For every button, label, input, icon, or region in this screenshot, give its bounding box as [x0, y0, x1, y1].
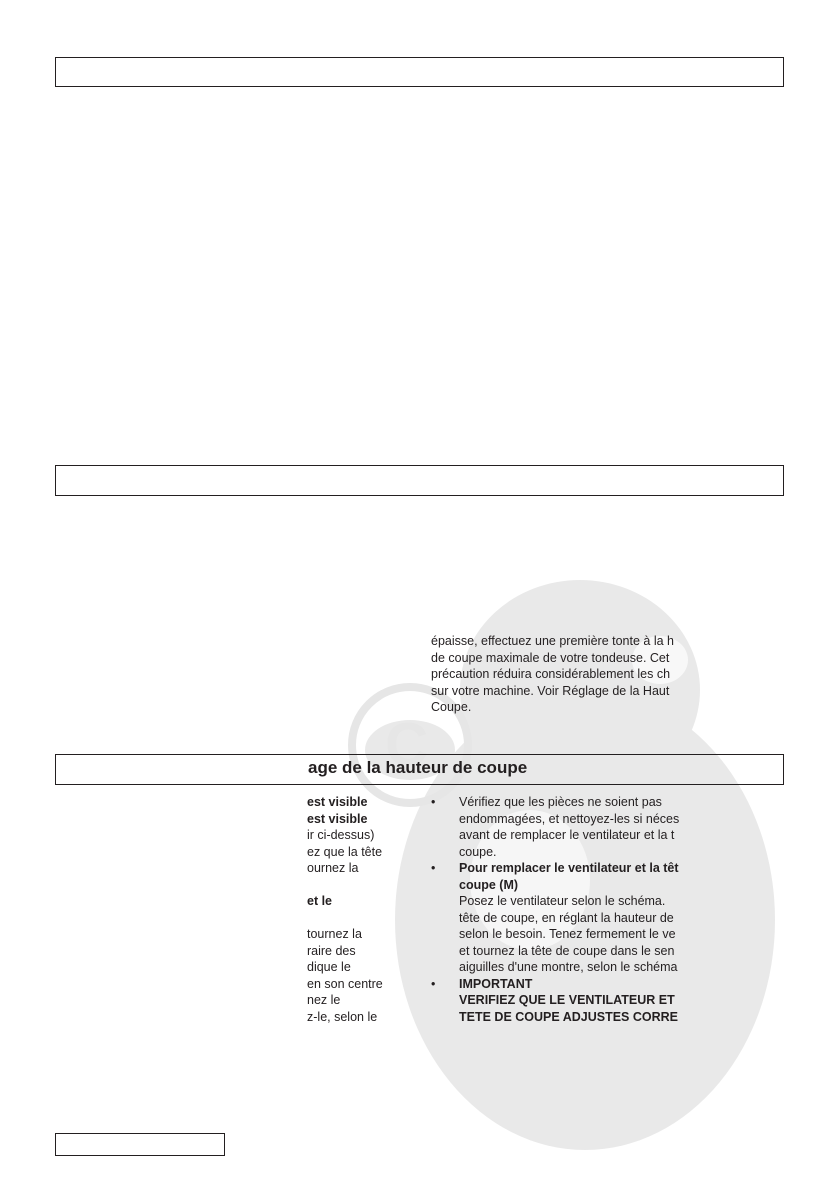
bullet-title-line: VERIFIEZ QUE LE VENTILATEUR ET — [459, 993, 675, 1007]
section-header-box-1 — [55, 57, 784, 87]
right-column-bullets — [431, 794, 679, 1025]
section-heading-cutting-height: age de la hauteur de coupe — [308, 758, 528, 777]
bullet-title-line: coupe (M) — [459, 877, 519, 892]
left-fragment-line — [307, 877, 383, 894]
bullet-item-replace-fan — [431, 860, 679, 976]
left-fragment-line: est visible — [307, 795, 368, 809]
bullet-line: et tournez la tête de coupe dans le sen — [459, 943, 675, 958]
left-column-fragments — [307, 794, 383, 1025]
left-fragment-line: ez que la tête — [307, 844, 383, 859]
paragraph-line: épaisse, effectuez une première tonte à la h — [431, 634, 674, 648]
bullet-line: aiguilles d'une montre, selon le schéma — [459, 960, 678, 974]
bullet-line: Posez le ventilateur selon le schéma. — [459, 894, 666, 908]
left-fragment-line: est visible — [307, 811, 368, 826]
footer-box — [55, 1133, 225, 1156]
left-fragment-line — [307, 910, 383, 927]
paragraph-line: précaution réduira considérablement les ch — [431, 667, 671, 681]
bullet-title-line: TETE DE COUPE ADJUSTES CORRE — [459, 1009, 679, 1024]
left-fragment-line: raire des — [307, 943, 356, 958]
bullet-line: endommagées, et nettoyez-les si néces — [459, 811, 680, 826]
bullet-icon: • — [431, 795, 436, 809]
left-fragment-line: dique le — [307, 960, 351, 974]
left-fragment-line: z-le, selon le — [307, 1009, 378, 1024]
left-fragment-line: ournez la — [307, 861, 359, 875]
left-fragment-line: en son centre — [307, 976, 383, 991]
bullet-line: selon le besoin. Tenez fermement le ve — [459, 927, 676, 941]
paragraph-line: de coupe maximale de votre tondeuse. Cet — [431, 650, 670, 665]
bullet-line: coupe. — [459, 844, 497, 859]
bullet-line: tête de coupe, en réglant la hauteur de — [459, 910, 674, 925]
left-fragment-line: et le — [307, 894, 333, 908]
svg-text:C: C — [385, 711, 429, 778]
section-header-box-2 — [55, 465, 784, 496]
paragraph-line: sur votre machine. Voir Réglage de la Haut — [431, 683, 670, 698]
bullet-item-check-parts — [431, 794, 679, 860]
upper-paragraph — [431, 633, 674, 716]
bullet-line: Vérifiez que les pièces ne soient pas — [459, 795, 662, 809]
bullet-item-important — [431, 976, 679, 1026]
bullet-icon: • — [431, 976, 436, 991]
left-fragment-line: nez le — [307, 993, 341, 1007]
left-fragment-line: ir ci-dessus) — [307, 828, 375, 842]
left-fragment-line: tournez la — [307, 927, 362, 941]
bullet-title-line: IMPORTANT — [459, 976, 533, 991]
paragraph-line: Coupe. — [431, 700, 472, 714]
bullet-icon: • — [431, 861, 436, 875]
bullet-line: avant de remplacer le ventilateur et la t — [459, 828, 675, 842]
bullet-title-line: Pour remplacer le ventilateur et la têt — [459, 861, 679, 875]
